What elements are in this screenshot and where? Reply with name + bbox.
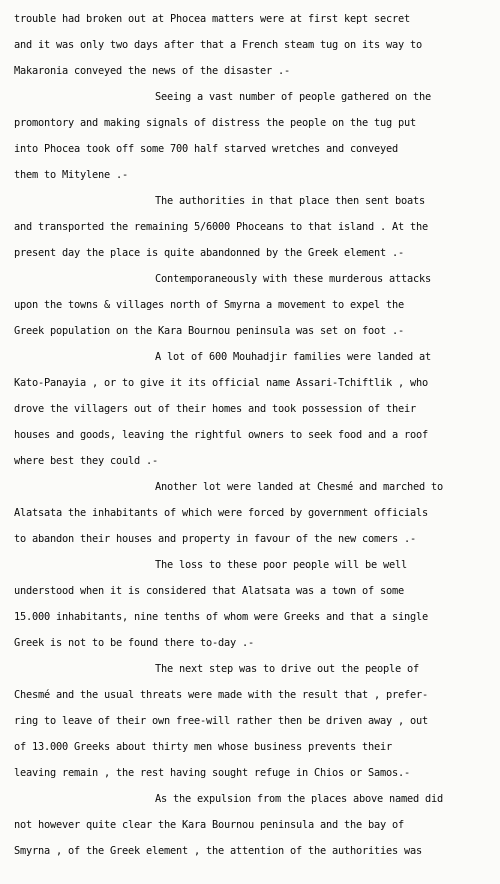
text-line: promontory and making signals of distress the people on the tug put bbox=[14, 117, 416, 129]
text-line: Chesmé and the usual threats were made with the result that , prefer- bbox=[14, 689, 428, 701]
text-line: Seeing a vast number of people gathered on the bbox=[155, 91, 431, 103]
text-line: upon the towns & villages north of Smyrna a movement to expel the bbox=[14, 299, 404, 311]
text-line: As the expulsion from the places above named did bbox=[155, 793, 443, 805]
text-line: Another lot were landed at Chesmé and marched to bbox=[155, 481, 443, 493]
text-line: and transported the remaining 5/6000 Phoceans to that island . At the bbox=[14, 221, 428, 233]
text-line: trouble had broken out at Phocea matters were at first kept secret bbox=[14, 13, 410, 25]
text-line: The authorities in that place then sent boats bbox=[155, 195, 425, 207]
text-line: Kato-Panayia , or to give it its official name Assari-Tchiftlik , who bbox=[14, 377, 428, 389]
text-line: Alatsata the inhabitants of which were forced by government officials bbox=[14, 507, 428, 519]
text-line: to abandon their houses and property in favour of the new comers .- bbox=[14, 533, 416, 545]
text-line: them to Mitylene .- bbox=[14, 169, 128, 181]
text-line: A lot of 600 Mouhadjir families were landed at bbox=[155, 351, 431, 363]
text-line: The next step was to drive out the people of bbox=[155, 663, 419, 675]
text-line: ring to leave of their own free-will rather then be driven away , out bbox=[14, 715, 428, 727]
text-line: drove the villagers out of their homes and took possession of their bbox=[14, 403, 416, 415]
text-line: into Phocea took off some 700 half starved wretches and conveyed bbox=[14, 143, 398, 155]
text-line: Greek population on the Kara Bournou peninsula was set on foot .- bbox=[14, 325, 404, 337]
text-line: Contemporaneously with these murderous attacks bbox=[155, 273, 431, 285]
text-line: and it was only two days after that a French steam tug on its way to bbox=[14, 39, 422, 51]
text-line: not however quite clear the Kara Bournou peninsula and the bay of bbox=[14, 819, 404, 831]
text-line: where best they could .- bbox=[14, 455, 158, 467]
text-line: understood when it is considered that Alatsata was a town of some bbox=[14, 585, 404, 597]
text-line: 15.000 inhabitants, nine tenths of whom were Greeks and that a single bbox=[14, 611, 428, 623]
text-line: Greek is not to be found there to-day .- bbox=[14, 637, 254, 649]
text-line: of 13.000 Greeks about thirty men whose business prevents their bbox=[14, 741, 392, 753]
text-line: The loss to these poor people will be well bbox=[155, 559, 407, 571]
text-line: present day the place is quite abandonned by the Greek element .- bbox=[14, 247, 404, 259]
text-line: Smyrna , of the Greek element , the attention of the authorities was bbox=[14, 845, 422, 857]
text-line: leaving remain , the rest having sought refuge in Chios or Samos.- bbox=[14, 767, 410, 779]
text-line: Makaronia conveyed the news of the disaster .- bbox=[14, 65, 290, 77]
text-line: houses and goods, leaving the rightful owners to seek food and a roof bbox=[14, 429, 428, 441]
